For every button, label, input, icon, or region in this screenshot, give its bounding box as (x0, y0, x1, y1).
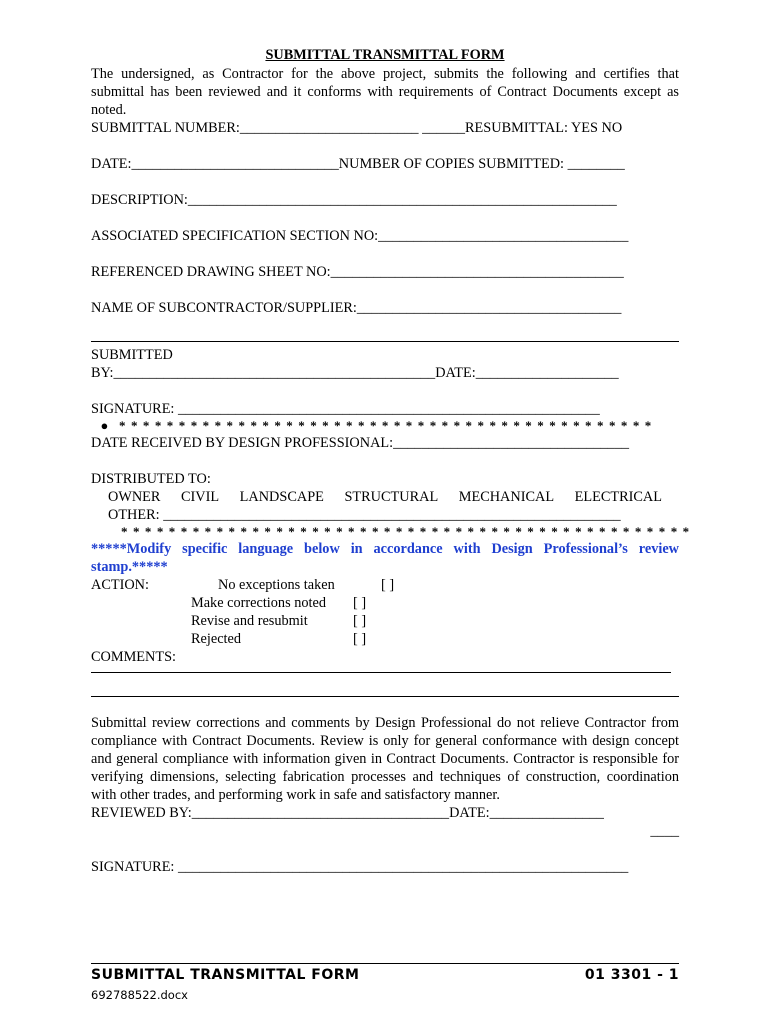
reviewed-by-tail: ____ (650, 823, 679, 839)
drawing-sheet-field[interactable]: REFERENCED DRAWING SHEET NO:_________________________________________ (91, 264, 624, 280)
action-option-label: Make corrections noted (191, 595, 326, 611)
page-number: 01 3301 - 1 (584, 967, 679, 983)
form-title: SUBMITTAL TRANSMITTAL FORM (265, 47, 505, 63)
disclaimer-paragraph: Submittal review corrections and comments by Design Professional do not relieve Contractor from compliance with Contract Documents. Review is only for general conformance with design concept and general compliance with information given in Contract Documents. Contractor is responsible for verifying dimensions, selecting fabrication processes and techniques of construction, coordination with other trades, and performing work in safe and satisfactory manner. (91, 715, 679, 803)
action-row-4 (91, 630, 679, 648)
signature-field[interactable]: SIGNATURE: ___________________________________________________________ (91, 401, 600, 417)
page-footer (91, 963, 679, 1004)
review-signature-field[interactable]: SIGNATURE: _______________________________________________________________ (91, 859, 629, 875)
spec-section-field[interactable]: ASSOCIATED SPECIFICATION SECTION NO:___________________________________ (91, 228, 629, 244)
date-received-field[interactable]: DATE RECEIVED BY DESIGN PROFESSIONAL:_________________________________ (91, 435, 629, 451)
dist-electrical: ELECTRICAL (574, 489, 662, 505)
distributed-to-label: DISTRIBUTED TO: (91, 471, 211, 487)
dist-landscape: LANDSCAPE (239, 489, 324, 505)
dist-mechanical: MECHANICAL (458, 489, 555, 505)
comments-line-2[interactable] (91, 696, 679, 697)
action-label: ACTION: (91, 577, 149, 593)
file-name: 692788522.docx (91, 988, 188, 1002)
form-page (91, 46, 691, 876)
action-checkbox[interactable]: [ ] (353, 595, 367, 611)
separator-stars: ● * * * * * * * * * * * * * * * * * * * * * * * * * * * * * * * * * * * * * * * * * * * * * (91, 418, 679, 434)
submittal-number-field[interactable]: SUBMITTAL NUMBER:_________________________ ______RESUBMITTAL: YES NO (91, 120, 623, 136)
action-option-label: No exceptions taken (218, 577, 335, 593)
submitted-by-field[interactable]: BY:_____________________________________________DATE:____________________ (91, 365, 619, 381)
comments-label: COMMENTS: (91, 649, 176, 665)
action-option-label: Revise and resubmit (191, 613, 308, 629)
action-row-3 (91, 612, 679, 630)
action-checkbox[interactable]: [ ] (381, 577, 395, 593)
dist-owner: OWNER (108, 489, 161, 505)
modify-note: *****Modify specific language below in accordance with Design Professional’s review stamp.***** (91, 541, 679, 575)
footer-title: SUBMITTAL TRANSMITTAL FORM (91, 967, 360, 983)
comments-line-1[interactable] (91, 672, 671, 673)
description-field[interactable]: DESCRIPTION:____________________________________________________________ (91, 192, 617, 208)
action-checkbox[interactable]: [ ] (353, 613, 367, 629)
submitted-label: SUBMITTED (91, 347, 173, 363)
intro-paragraph: The undersigned, as Contractor for the above project, submits the following and certifies that submittal has been reviewed and it conforms with requirements of Contract Documents except as noted. (91, 66, 679, 118)
action-checkbox[interactable]: [ ] (353, 631, 367, 647)
date-field[interactable]: DATE:_____________________________NUMBER OF COPIES SUBMITTED: ________ (91, 156, 625, 172)
dist-structural: STRUCTURAL (344, 489, 439, 505)
dist-civil: CIVIL (180, 489, 220, 505)
action-row-2 (91, 594, 679, 612)
action-row-1 (91, 576, 679, 594)
other-field[interactable]: OTHER: ________________________________________________________________ (108, 507, 621, 523)
separator-stars-2: * * * * * * * * * * * * * * * * * * * * * * * * * * * * * * * * * * * * * * * * * * * * * * * * (121, 524, 691, 539)
bullet-icon: ● (100, 418, 110, 433)
reviewed-by-field[interactable]: REVIEWED BY:____________________________________DATE:________________ (91, 805, 604, 821)
distribution-list (108, 488, 662, 506)
action-option-label: Rejected (191, 631, 242, 647)
subcontractor-field[interactable]: NAME OF SUBCONTRACTOR/SUPPLIER:_____________________________________ (91, 300, 622, 316)
section-divider (91, 341, 679, 342)
